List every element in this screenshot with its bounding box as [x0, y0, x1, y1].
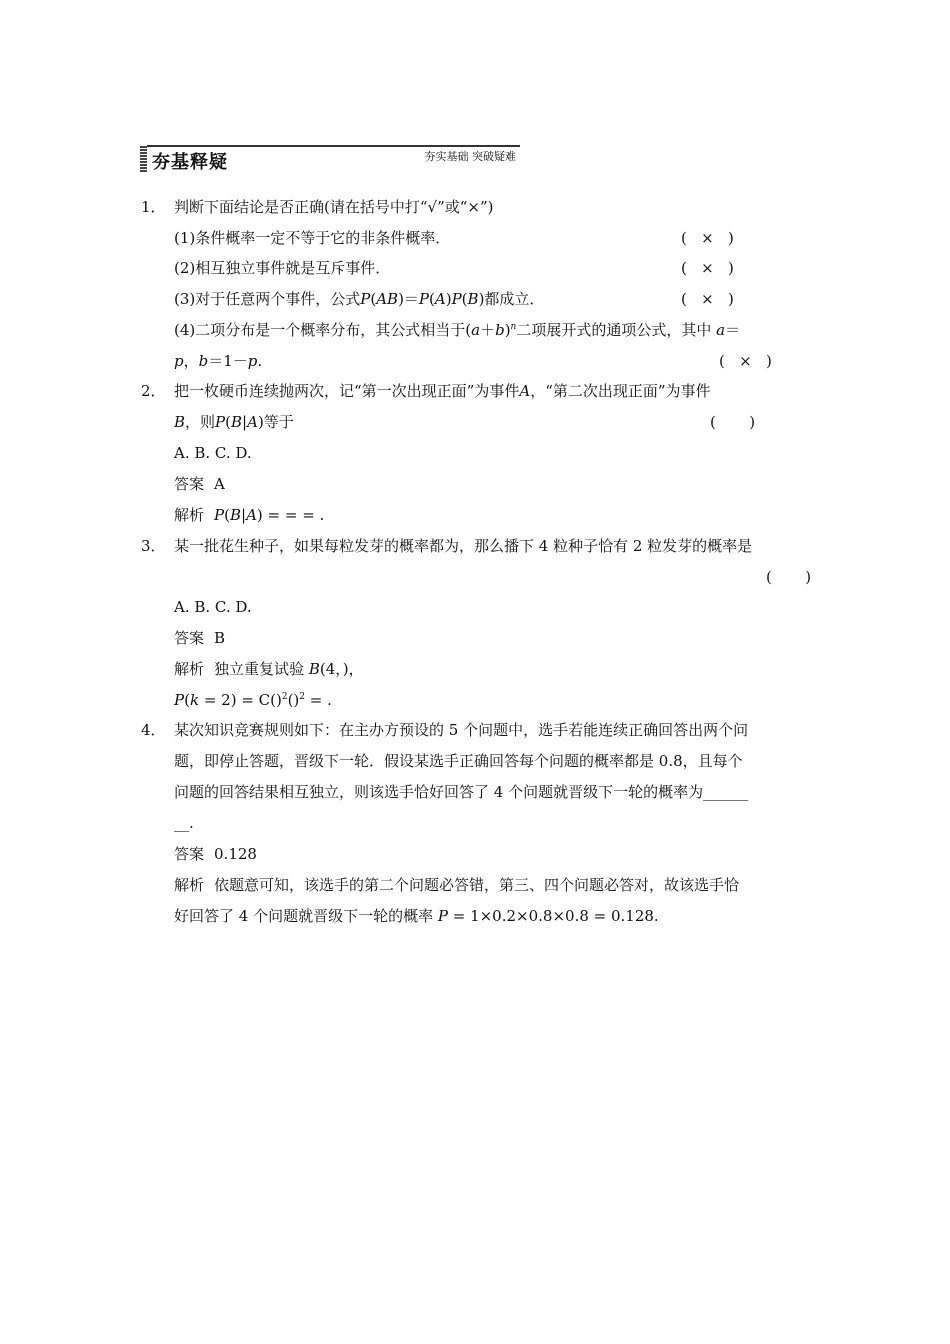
q1-item-4-cont: p，b＝1－p. — [174, 352, 263, 370]
q1-item-1-mark: ( × ) — [681, 229, 734, 247]
q3-formula: P(k = 2) = C()$^2$()$^2$ = . — [174, 691, 332, 709]
q4-line-3: 问题的回答结果相互独立，则该选手恰好回答了 4 个问题就晋级下一轮的概率为______ — [174, 783, 749, 801]
q2-stem: 把一枚硬币连续抛两次，记“第一次出现正面”为事件A，“第二次出现正面”为事件 — [174, 382, 711, 400]
q1-stem: 判断下面结论是否正确(请在括号中打“√”或“×”) — [174, 198, 494, 216]
q3-paren: ( ) — [766, 568, 812, 586]
q1-item-2: (2)相互独立事件就是互斥事件． — [174, 259, 391, 277]
q3-number: 3． — [141, 537, 166, 555]
q4-line-2: 题，即停止答题，晋级下一轮．假设某选手正确回答每个问题的概率都是 0.8，且每个 — [174, 752, 743, 770]
section-title: 夯基释疑 — [152, 152, 228, 173]
q4-analysis-1: 解析 依题意可知，该选手的第二个问题必答错，第三、四个问题必答对，故该选手恰 — [174, 876, 740, 894]
q3-analysis: 解析 独立重复试验 B(4，)， — [174, 660, 364, 678]
q2-analysis: 解析 P(B|A) = = = . — [174, 506, 325, 524]
header-bar-icon — [140, 146, 147, 172]
q1-item-2-mark: ( × ) — [681, 259, 734, 277]
q3-stem: 某一批花生种子，如果每粒发芽的概率都为，那么播下 4 粒种子恰有 2 粒发芽的概率是 — [174, 537, 753, 555]
q1-item-4-mark: ( × ) — [719, 352, 772, 370]
section-header — [140, 142, 520, 174]
q4-analysis-2: 好回答了 4 个问题就晋级下一轮的概率 P = 1×0.2×0.8×0.8 = 0.128. — [174, 907, 659, 925]
section-subtitle: 夯实基础 突破疑难 — [424, 150, 516, 163]
q1-item-3-mark: ( × ) — [681, 290, 734, 308]
q1-item-1: (1)条件概率一定不等于它的非条件概率． — [174, 229, 451, 247]
header-rule — [147, 145, 520, 147]
q4-number: 4． — [141, 721, 166, 739]
q3-answer: 答案 B — [174, 629, 226, 647]
q1-item-4: (4)二项分布是一个概率分布，其公式相当于$(a+b)^n$二项展开式的通项公式，其中 a＝ — [174, 321, 741, 339]
q1-item-3: (3)对于任意两个事件，公式P(AB)＝P(A)P(B)都成立． — [174, 290, 545, 308]
q3-options: A. B. C. D. — [174, 598, 252, 616]
q4-answer: 答案 0.128 — [174, 845, 257, 863]
q2-options: A. B. C. D. — [174, 444, 252, 462]
q1-number: 1． — [141, 198, 166, 216]
q2-number: 2． — [141, 382, 166, 400]
q4-line-4: __. — [174, 814, 194, 832]
q4-line-1: 某次知识竞赛规则如下：在主办方预设的 5 个问题中，选手若能连续正确回答出两个问 — [174, 721, 749, 739]
q2-stem-cont: B，则P(B|A)等于 — [174, 413, 294, 431]
q2-answer: 答案 A — [174, 475, 225, 493]
q2-paren: ( ) — [710, 413, 756, 431]
